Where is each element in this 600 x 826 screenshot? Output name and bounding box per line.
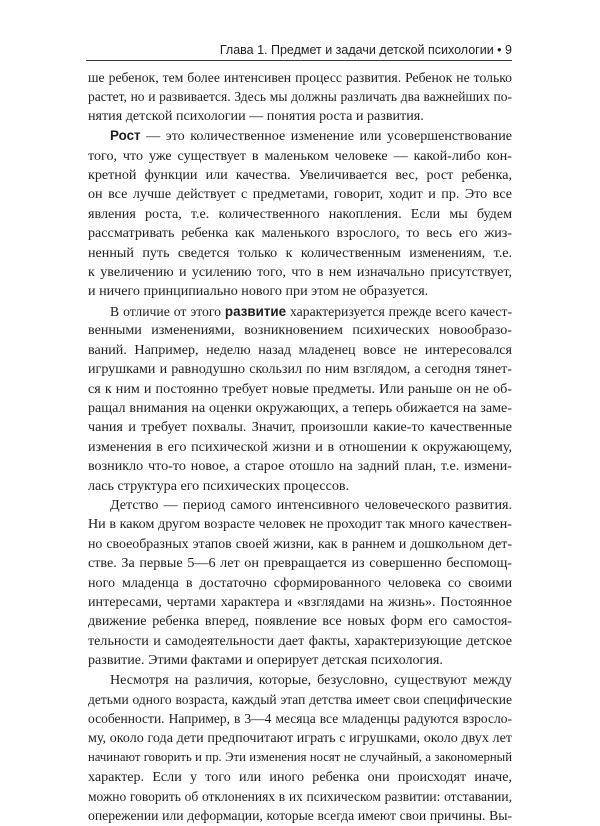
text-line: Детство — период самого интенсивного человеческого развития.: [110, 496, 512, 513]
text-line: ного младенца в достаточно сформированного человека со своими: [88, 574, 512, 591]
text-line: Несмотря на различия, которые, безусловно, существуют между: [110, 671, 512, 688]
text-line: тельности и самодеятельности дает факты, характеризующие детское: [88, 632, 512, 649]
text-line: к увеличению и усилению того, что в нем изначально присутствует,: [88, 264, 512, 281]
text-line: ше ребенок, тем более интенсивен процесс развития. Ребенок не только: [88, 70, 512, 85]
text-line: чания и требует похвалы. Значит, произошли какие-то качественные: [88, 419, 512, 436]
text-line: лась структура его психических процессов.: [88, 477, 350, 494]
paragraph-2: [88, 126, 512, 302]
text-line: но своеобразных этапов своей жизни, как в раннем и дошкольном дет-: [88, 536, 512, 552]
text-line: кретной функции или качества. Увеличивается вес, рост ребенка,: [88, 167, 512, 184]
page-number: 9: [505, 43, 512, 57]
page-body: [88, 68, 512, 826]
text-line: опережении или деформации, которые всегда имеют свои причины. Вы-: [88, 808, 512, 824]
text-line: Ни в каком другом возрасте человек не проходит так много качествен-: [88, 516, 512, 533]
paragraph-5: [88, 671, 512, 826]
text-line: стве. За первые 5—6 лет он превращается из совершенно беспомощ-: [88, 555, 512, 572]
text-line: Рост — это количественное изменение или усовершенствование: [110, 128, 512, 145]
text-line: рассматривать ребенка как маленького взрослого, то весь его жиз-: [88, 225, 512, 242]
text-line: ваний. Например, неделю назад младенец вовсе не интересовался: [88, 341, 512, 358]
text-line: явления роста, т.е. количественного накопления. Если мы будем: [88, 205, 512, 222]
chapter-title: Глава 1. Предмет и задачи детской психологии: [219, 43, 494, 57]
term-growth: Рост: [110, 128, 141, 144]
text-line: возникло что-то новое, а старое отошло на задний план, т.е. измени-: [88, 458, 512, 475]
paragraph-4: [88, 496, 512, 671]
text-line: детьми одного возраста, каждый этап детства имеет свои специфические: [88, 692, 512, 707]
text-line: и ничего принципиально нового при этом не образуется.: [88, 283, 429, 300]
paragraph-1: [88, 68, 512, 126]
text-line: характер. Если у того или иного ребенка они происходят иначе,: [88, 768, 512, 785]
text-line: интересами, чертами характера и «взглядами на жизнь». Постоянное: [88, 593, 512, 610]
text-line: нятия детской психологии — понятия роста и развития.: [88, 107, 424, 124]
text-line: игрушками и равнодушно скользил по ним взглядом, а сегодня тянет-: [88, 361, 512, 378]
text-line: движение ребенка вперед, появление все новых форм его самостоя-: [88, 613, 512, 630]
text-line: можно говорить об отклонениях в их психическом развитии: отставании,: [88, 789, 512, 805]
header-bullet: •: [497, 43, 502, 57]
text-line: особенности. Например, в 3—4 месяца все младенцы радуются взросло-: [88, 711, 512, 727]
text-line: начинают говорить и пр. Эти изменения носят не случайный, а закономерный: [88, 750, 512, 765]
text-line: В отличие от этого развитие характеризуется прежде всего качест-: [110, 303, 513, 319]
text-line: изменения в его психической жизни и в отношении к окружающему,: [88, 438, 512, 455]
text-line: ненный путь сведется только к количественным изменениям, т.е.: [88, 244, 512, 261]
text-line: венными изменениями, возникновением психических новообразо-: [88, 322, 512, 339]
text-line: ращал внимания на оценки окружающих, а теперь обижается на заме-: [88, 399, 512, 416]
text-line: развитие. Этими фактами и оперирует детская психология.: [88, 652, 443, 669]
term-development: развитие: [224, 303, 287, 319]
text-line: растет, но и развивается. Здесь мы должны различать два важнейших по-: [88, 89, 512, 105]
paragraph-3: [88, 302, 512, 496]
text-line: он все лучше действует с предметами, говорит, ходит и пр. Это все: [88, 186, 512, 203]
text-line: му, около года дети предпочитают играть с игрушками, около двух лет: [88, 729, 512, 746]
text-line: ся к ним и постоянно требует новые предметы. Или раньше он не об-: [88, 380, 512, 397]
text-line: того, что уже существует в маленьком человеке — какой-либо кон-: [88, 147, 512, 164]
running-header: [86, 42, 512, 61]
